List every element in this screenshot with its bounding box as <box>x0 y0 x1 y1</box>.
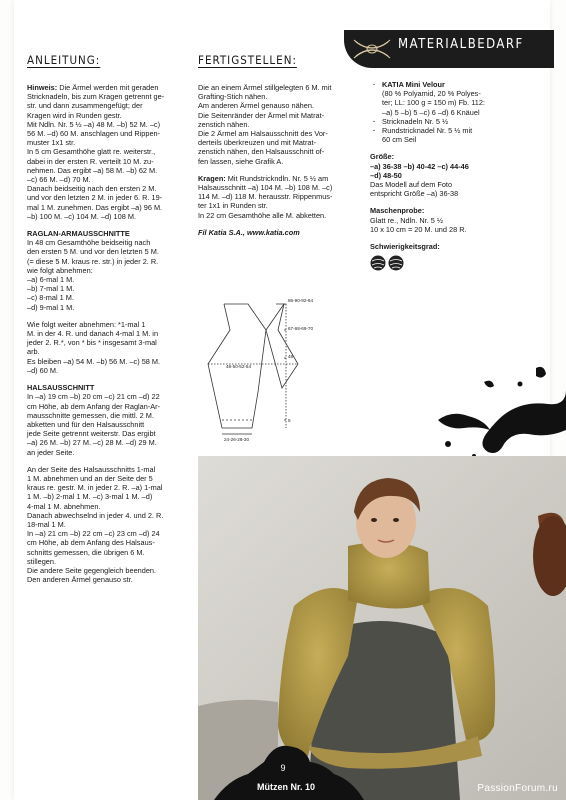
material-line: (80 % Polyamid, 20 % Polyes- <box>382 89 481 99</box>
text-line: muster 1x1 str. <box>27 138 76 148</box>
size-line: –d) 9-mal 1 M. <box>27 302 75 312</box>
text-line: Wie folgt weiter abnehmen: *1-mal 1 <box>27 319 146 329</box>
material-line: –a) 5 –b) 5 –c) 6 –d) 6 Knäuel <box>382 107 480 117</box>
text-line: In 5 cm Gesamthöhe glatt re. weiterstr., <box>27 147 156 157</box>
text-line: Mit Ndln. Nr. 5 ½ –a) 48 M. –b) 52 M. –c) <box>27 119 161 129</box>
groesse-line: –a) 36-38 –b) 40-42 –c) 44-46 <box>370 161 469 171</box>
anleitung-column <box>27 83 191 584</box>
text-line: zenstich nähen. <box>198 119 250 129</box>
text-line: zenstich nähen, den Halsausschnitt of- <box>198 147 325 157</box>
raglan-heading: RAGLAN-ARMAUSSCHNITTE <box>27 229 130 239</box>
modell-line: Das Modell auf dem Foto <box>370 180 453 190</box>
text-line: Am anderen Ärmel genauso nähen. <box>198 101 314 111</box>
material-title: MATERIALBEDARF <box>398 37 524 52</box>
schema-mid-label: 67-68-69-70 <box>288 326 314 331</box>
groesse-line: –d) 48-50 <box>370 170 402 180</box>
text-line: Die 2 Ärmel am Halsausschnitt des Vor- <box>198 129 328 139</box>
modell-line: entspricht Größe –a) 36-38 <box>370 189 459 199</box>
text-line: In –a) 19 cm –b) 20 cm –c) 21 cm –d) 22 <box>27 392 160 402</box>
material-column <box>372 80 550 273</box>
material-line: 60 cm Seil <box>382 135 417 145</box>
fertigstellen-column <box>198 83 360 237</box>
schema-right-label: 48 <box>288 354 294 359</box>
text-line: Danach abwechselnd in jeder 4. und 2. R. <box>27 510 164 520</box>
text-line: mal 1 M. zunehmen. Das ergibt –a) 96 M. <box>27 202 163 212</box>
text-line: Mit Rundstrickndln. Nr. 5 ½ am <box>227 173 329 183</box>
text-line: cm Höhe, ab dem Anfang des Halsaus- <box>27 538 155 548</box>
text-line: Die andere Seite gegengleich beenden. <box>27 565 157 575</box>
text-line: 1 M. –b) 2-mal 1 M. –c) 3-mal 1 M. –d) <box>27 492 153 502</box>
material-line: ter; LL: 100 g = 150 m) Fb. 112: <box>382 98 485 108</box>
text-line: abketten und für den Halsausschnitt <box>27 419 145 429</box>
kragen-label: Kragen: <box>198 173 226 183</box>
yarn-ball-icon <box>388 255 404 271</box>
text-line: cm Höhe, ab dem Anfang der Raglan-Ar- <box>27 401 161 411</box>
text-line: –a) 26 M. –b) 27 M. –c) 28 M. –d) 29 M. <box>27 438 157 448</box>
size-line: –c) 8-mal 1 M. <box>27 293 74 303</box>
text-line: –c) 66 M. –d) 70 M. <box>27 175 91 185</box>
hinweis-line: Stricknadeln, bis zum Kragen getrennt ge- <box>27 92 165 102</box>
schema-bottom-label: 24-26-28-30 <box>224 437 250 442</box>
text-line: Danach beidseitig nach den ersten 2 M. <box>27 184 157 194</box>
maschenprobe-line: Glatt re., Ndln. Nr. 5 ½ <box>370 215 444 225</box>
schema-width-label: 48-50-52-54 <box>226 364 252 369</box>
text-line: In –a) 21 cm –b) 22 cm –c) 23 cm –d) 24 <box>27 529 160 539</box>
text-line: Grafting-Stich nähen. <box>198 92 268 102</box>
yarn-ball-icon <box>370 255 386 271</box>
text-line: Den anderen Ärmel genauso str. <box>27 575 133 585</box>
text-line: M. in der 4. R. und danach 4-mal 1 M. in <box>27 329 159 339</box>
text-line: ter 1x1 in Runden str. <box>198 201 268 211</box>
material-line: · KATIA Mini Velour <box>382 80 445 89</box>
text-line: jeder 2. R.*, von * bis * insgesamt 3-mal <box>27 338 157 348</box>
yarn-skein-icon <box>350 34 394 64</box>
text-line: an jeder Seite. <box>27 447 75 457</box>
text-line: dabei in der ersten R. verteilt 10 M. zu- <box>27 156 154 166</box>
size-line: –a) 6-mal 1 M. <box>27 275 75 285</box>
text-line: An der Seite des Halsausschnitts 1-mal <box>27 464 156 474</box>
text-line: (= diese 5 M. kraus re. str.) in jeder 2. R. <box>27 256 159 266</box>
text-line: und vor den letzten 2 M. in jeder 6. R. 19- <box>27 193 163 203</box>
halsausschnitt-heading: HALSAUSSCHNITT <box>27 383 95 393</box>
text-line: In 22 cm Gesamthöhe alle M. abketten. <box>198 210 327 220</box>
text-line: derteils überkreuzen und mit Matrat- <box>198 138 316 148</box>
anleitung-heading: ANLEITUNG: <box>27 53 101 67</box>
text-line: jede Seite getrennt weiterstr. Das ergibt <box>27 429 156 439</box>
watermark-text: PassionForum.ru <box>477 783 558 794</box>
schema-neck-line <box>224 304 284 330</box>
size-line: –b) 7-mal 1 M. <box>27 284 75 294</box>
text-line: 114 M. –d) 118 M. herausstr. Rippenmus- <box>198 192 333 202</box>
text-line: 56 M. –d) 60 M. anschlagen und Rippen- <box>27 129 161 139</box>
hinweis-line: Die Ärmel werden mit geraden <box>59 83 159 92</box>
text-line: nehmen. Das ergibt –a) 58 M. –b) 62 M. <box>27 165 158 175</box>
page-number: 9 <box>280 763 286 773</box>
material-list <box>372 80 550 144</box>
hinweis-label: Hinweis: <box>27 83 58 92</box>
text-line: Halsausschnitt –a) 104 M. –b) 108 M. –c) <box>198 183 333 193</box>
text-line: Es bleiben –a) 54 M. –b) 56 M. –c) 58 M. <box>27 356 161 366</box>
magazine-title: Mützen Nr. 10 <box>256 782 315 792</box>
schema-sleeve-right <box>266 304 298 388</box>
text-line: stillegen. <box>27 556 56 566</box>
credit-line: Fil Katia S.A., www.katia.com <box>198 227 300 237</box>
schema-small-label: 5 <box>288 418 291 423</box>
text-line: den ersten 5 M. und vor den letzten 5 M. <box>27 247 159 257</box>
text-line: In 48 cm Gesamthöhe beidseitig nach <box>27 238 151 248</box>
material-item <box>372 80 550 117</box>
text-line: schnitts gemessen, die übrigen 6 M. <box>27 547 145 557</box>
text-line: mausschnitte gemessen, die mittl. 2 M. <box>27 410 154 420</box>
maschenprobe-label: Maschenprobe: <box>370 206 425 216</box>
text-line: arb. <box>27 347 40 357</box>
text-line: 18-mal 1 M. <box>27 519 66 529</box>
groesse-label: Größe: <box>370 152 395 162</box>
garment-schema-diagram <box>196 292 336 442</box>
difficulty-rating <box>370 255 550 273</box>
text-line: kraus re. gestr. M. in jeder 2. R. –a) 1-mal <box>27 483 163 493</box>
fertigstellen-heading: FERTIGSTELLEN: <box>198 53 297 67</box>
text-line: wie folgt abnehmen: <box>27 265 93 275</box>
schwierigkeit-label: Schwierigkeitsgrad: <box>370 242 440 252</box>
material-item <box>372 126 550 144</box>
material-item <box>372 117 550 126</box>
text-line: fen lassen, siehe Grafik A. <box>198 156 284 166</box>
maschenprobe-line: 10 x 10 cm = 20 M. und 28 R. <box>370 224 467 234</box>
text-line: Die an einem Ärmel stillgelegten 6 M. mit <box>198 83 332 92</box>
text-line: –b) 100 M. –c) 104 M. –d) 108 M. <box>27 211 136 221</box>
text-line: 1 M. abnehmen und an der Seite der 5 <box>27 473 153 483</box>
text-line: –d) 60 M. <box>27 365 59 375</box>
material-line: · Stricknadeln Nr. 5 ½ <box>382 116 449 126</box>
text-line: 4-mal 1 M. abnehmen. <box>27 501 101 511</box>
material-line: · Rundstricknadel Nr. 5 ½ mit <box>382 126 473 136</box>
hinweis-line: str. und dann zusammengefügt; der <box>27 101 143 111</box>
schema-top-label: 86-90-92-94 <box>288 298 314 303</box>
text-line: Die Seitenränder der Ärmel mit Matrat- <box>198 110 325 120</box>
hinweis-line: Kragen wird in Runden gestr. <box>27 110 122 120</box>
